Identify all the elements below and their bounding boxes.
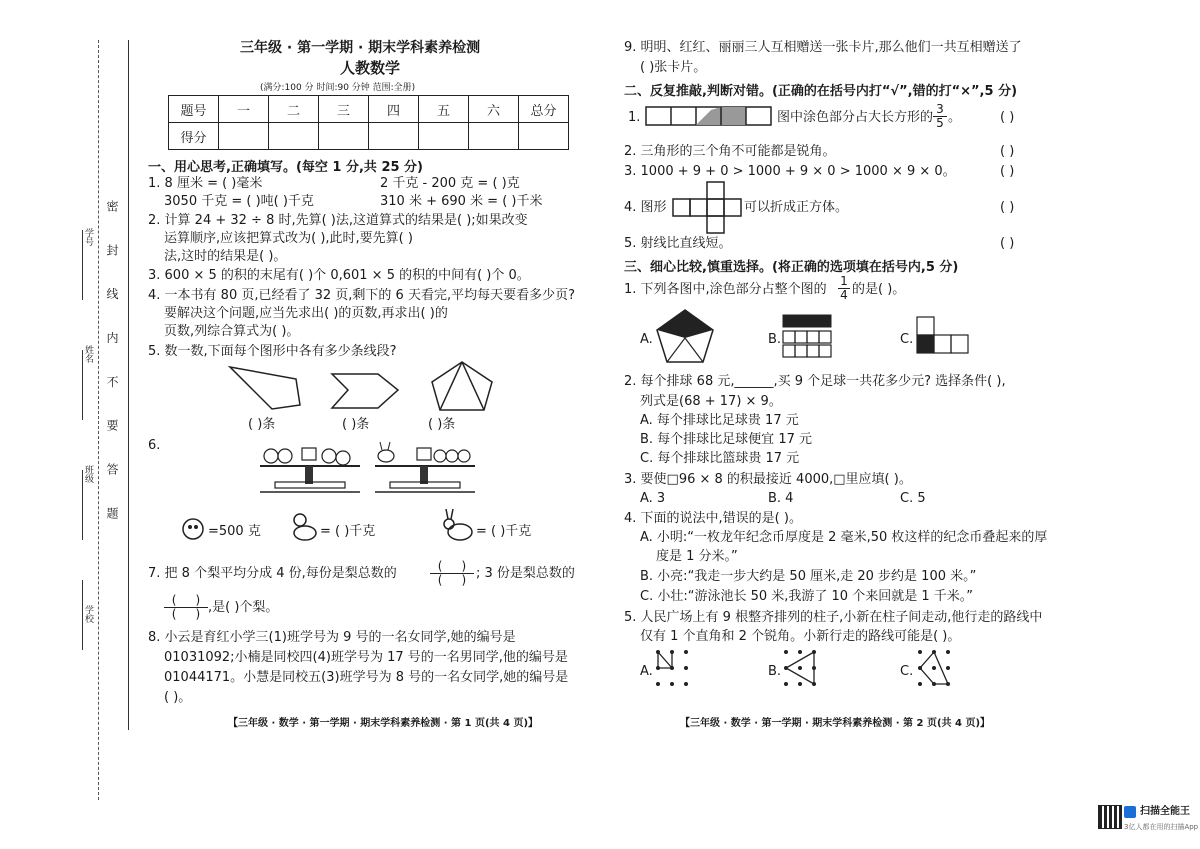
c2-option-a[interactable]: A. 每个排球比足球贵 17 元 [640, 413, 799, 428]
q7-part-b: ; 3 份是梨总数的 [476, 566, 575, 581]
score-header-cell: 一 [219, 96, 269, 123]
watermark-subtext: 3亿人都在用的扫描App [1124, 823, 1199, 831]
qr-code-icon [1098, 805, 1122, 829]
q4-line1: 4. 一本书有 80 页,已经看了 32 页,剩下的 6 天看完,平均每天要看多少页? [148, 288, 575, 303]
score-header-cell: 总分 [519, 96, 569, 123]
q5-pentagon-figure [430, 360, 510, 414]
score-cell[interactable] [269, 123, 319, 150]
score-table-header [169, 96, 569, 123]
j3: 3. 1000 + 9 + 0 > 1000 + 9 × 0 > 1000 × 9 × 0。 [624, 164, 956, 179]
binding-solid-line [128, 40, 129, 730]
score-cell[interactable] [319, 123, 369, 150]
j4-text-b: 可以折成正方体。 [744, 200, 849, 215]
j5: 5. 射线比直线短。 [624, 236, 732, 251]
c5-path-figure-b [780, 646, 824, 694]
c5-path-figure-c [914, 646, 958, 694]
score-cell[interactable] [369, 123, 419, 150]
c3-option-c[interactable]: C. 5 [900, 491, 926, 506]
score-header-cell: 五 [419, 96, 469, 123]
balance-scale-right [370, 440, 480, 500]
q7-part-a: 7. 把 8 个梨平均分成 4 份,每份是梨总数的 [148, 566, 397, 581]
section2-heading: 二、反复推敲,判断对错。(正确的在括号内打“√”,错的打“×”,5 分) [624, 84, 1018, 99]
q1-b: 2 千克 - 200 克 = ( )克 [380, 176, 520, 191]
q1-c: 3050 千克 = ( )吨( )千克 [164, 194, 314, 209]
rabbit-icon [440, 508, 474, 542]
j4-text-a: 4. 图形 [624, 200, 667, 215]
j1-end: 。 [948, 110, 962, 125]
c1-pentagon-figure [655, 308, 715, 364]
score-header-cell: 六 [469, 96, 519, 123]
q6-eq-1: =500 克 [208, 524, 261, 539]
score-cell[interactable] [519, 123, 569, 150]
cat-icon [180, 515, 206, 541]
j5-answer-paren[interactable]: ( ) [1000, 236, 1015, 251]
c3-text: 3. 要使□96 × 8 的积最接近 4000,□里应填( )。 [624, 472, 912, 487]
section3-heading: 三、细心比较,慎重选择。(将正确的选项填在括号内,5 分) [624, 260, 959, 275]
c1-l-shape-figure [916, 316, 974, 360]
c1-fraction: $\frac{1}{4}$ [838, 275, 850, 302]
q8-line4: ( )。 [164, 690, 192, 705]
score-header-cell: 题号 [169, 96, 219, 123]
q7-fraction-1: ( ) ( ) [430, 560, 474, 587]
q5-answer-2: ( )条 [342, 417, 370, 432]
c1-grid-figure [782, 314, 834, 360]
c4-option-b[interactable]: B. 小亮:“我走一步大约是 50 厘米,走 20 步约是 100 米。” [640, 569, 977, 584]
c2-option-b[interactable]: B. 每个排球比足球便宜 17 元 [640, 432, 812, 447]
j1-fraction: $\frac{3}{5}$ [933, 103, 947, 130]
score-cell[interactable] [469, 123, 519, 150]
score-header-cell: 二 [269, 96, 319, 123]
q1-a: 1. 8 厘米 = ( )毫米 [148, 176, 263, 191]
q5: 5. 数一数,下面每个图形中各有多少条线段? [148, 344, 397, 359]
c4-option-c[interactable]: C. 小壮:“游泳池长 50 米,我游了 10 个来回就是 1 千米。” [640, 589, 973, 604]
c5-line1: 5. 人民广场上有 9 根整齐排列的柱子,小新在柱子间走动,他行走的路线中 [624, 610, 1043, 625]
label-name-text: 姓名 [83, 345, 93, 363]
binding-line [98, 40, 99, 800]
q6-eq-3: = ( )千克 [476, 524, 532, 539]
page1-subtitle: 人教数学 [340, 59, 401, 77]
binding-vertical-text: 密 封 线 内 不 要 答 题 [105, 200, 119, 533]
q5-quadrilateral-figure [228, 365, 308, 415]
c3-option-b[interactable]: B. 4 [768, 491, 794, 506]
score-cell[interactable] [419, 123, 469, 150]
q6-eq-2: = ( )千克 [320, 524, 376, 539]
c5-path-figure-a [652, 646, 696, 694]
c5-option-b[interactable]: B. [768, 664, 782, 679]
q4-line3: 页数,列综合算式为( )。 [164, 324, 300, 339]
page2-footer: 【三年级 · 数学 · 第一学期 · 期末学科素养检测 · 第 2 页(共 4 页)】 [680, 718, 991, 729]
page1-footer: 【三年级 · 数学 · 第一学期 · 期末学科素养检测 · 第 1 页(共 4 页)】 [228, 718, 539, 729]
q3: 3. 600 × 5 的积的末尾有( )个 0,601 × 5 的积的中间有( )个 0。 [148, 268, 530, 283]
q9-line2: ( )张卡片。 [640, 60, 707, 75]
c2-line2: 列式是(68 + 17) × 9。 [640, 394, 782, 409]
watermark-text: 扫描全能王 [1140, 806, 1190, 817]
balance-scale-left [255, 440, 365, 500]
q7-fraction-2: ( ) ( ) [164, 594, 208, 621]
label-school-text: 学校 [83, 605, 93, 623]
q6-number: 6. [148, 438, 161, 453]
q2-line3: 法,这时的结果是( )。 [164, 249, 287, 264]
score-table [168, 95, 569, 150]
c2-option-c[interactable]: C. 每个排球比篮球贵 17 元 [640, 451, 800, 466]
q5-answer-3: ( )条 [428, 417, 456, 432]
score-cell[interactable] [219, 123, 269, 150]
page1-title: 三年级 · 第一学期 · 期末学科素养检测 [240, 40, 481, 56]
page1-meta: (满分:100 分 时间:90 分钟 范围:全册) [260, 83, 416, 93]
duck-icon [290, 512, 318, 542]
q2-line2: 运算顺序,应该把算式改为( ),此时,要先算( ) [164, 231, 413, 246]
c3-option-a[interactable]: A. 3 [640, 491, 666, 506]
q8-line3: 01044171。小慧是同校五(3)班学号为 8 号的一名女同学,她的编号是 [164, 670, 569, 685]
j4-answer-paren[interactable]: ( ) [1000, 200, 1015, 215]
c5-option-a[interactable]: A. [640, 664, 653, 679]
c5-line2: 仅有 1 个直角和 2 个锐角。小新行走的路线可能是( )。 [640, 629, 961, 644]
c4-line1: 4. 下面的说法中,错误的是( )。 [624, 511, 802, 526]
label-student-id-text: 学号 [83, 228, 93, 246]
q7-part-c: ,是( )个梨。 [208, 600, 279, 615]
j1-rectangle-figure [645, 106, 775, 128]
c1-option-b[interactable]: B. [768, 332, 782, 347]
j1-number: 1. [628, 110, 641, 125]
c1-text-b: 的是( )。 [852, 282, 906, 297]
q9-line1: 9. 明明、红红、丽丽三人互相赠送一张卡片,那么他们一共互相赠送了 [624, 40, 1022, 55]
score-row-label: 得分 [169, 123, 219, 150]
q5-answer-1: ( )条 [248, 417, 276, 432]
label-class-text: 班级 [83, 465, 93, 483]
score-table-row [169, 123, 569, 150]
scanner-logo-icon [1124, 806, 1136, 818]
q8-line1: 8. 小云是育红小学三(1)班学号为 9 号的一名女同学,她的编号是 [148, 630, 516, 645]
binding-margin [0, 0, 130, 849]
c1-text-a: 1. 下列各图中,涂色部分占整个图的 [624, 282, 827, 297]
c1-option-c[interactable]: C. [900, 332, 914, 347]
q4-line2: 要解决这个问题,应当先求出( )的页数,再求出( )的 [164, 306, 448, 321]
score-header-cell: 三 [319, 96, 369, 123]
j3-answer-paren[interactable]: ( ) [1000, 164, 1015, 179]
q8-line2: 01031092;小楠是同校四(4)班学号为 17 号的一名男同学,他的编号是 [164, 650, 568, 665]
c4-option-a[interactable]: A. 小明:“一枚龙年纪念币厚度是 2 毫米,50 枚这样的纪念币叠起来的厚 [640, 530, 1048, 545]
section1-heading: 一、用心思考,正确填写。(每空 1 分,共 25 分) [148, 160, 423, 175]
j1-text: 图中涂色部分占大长方形的 [777, 110, 934, 125]
q1-d: 310 米 + 690 米 = ( )千米 [380, 194, 543, 209]
c2-line1: 2. 每个排球 68 元,______,买 9 个足球一共花多少元? 选择条件( ), [624, 374, 1006, 389]
c1-option-a[interactable]: A. [640, 332, 653, 347]
c4-option-a-cont: 度是 1 分米。” [656, 549, 738, 564]
q5-arrow-figure [330, 372, 410, 412]
score-header-cell: 四 [369, 96, 419, 123]
j2: 2. 三角形的三个角不可能都是锐角。 [624, 144, 836, 159]
c5-option-c[interactable]: C. [900, 664, 914, 679]
j1-answer-paren[interactable]: ( ) [1000, 110, 1015, 125]
q2-line1: 2. 计算 24 + 32 ÷ 8 时,先算( )法,这道算式的结果是( );如果改变 [148, 213, 528, 228]
j2-answer-paren[interactable]: ( ) [1000, 144, 1015, 159]
